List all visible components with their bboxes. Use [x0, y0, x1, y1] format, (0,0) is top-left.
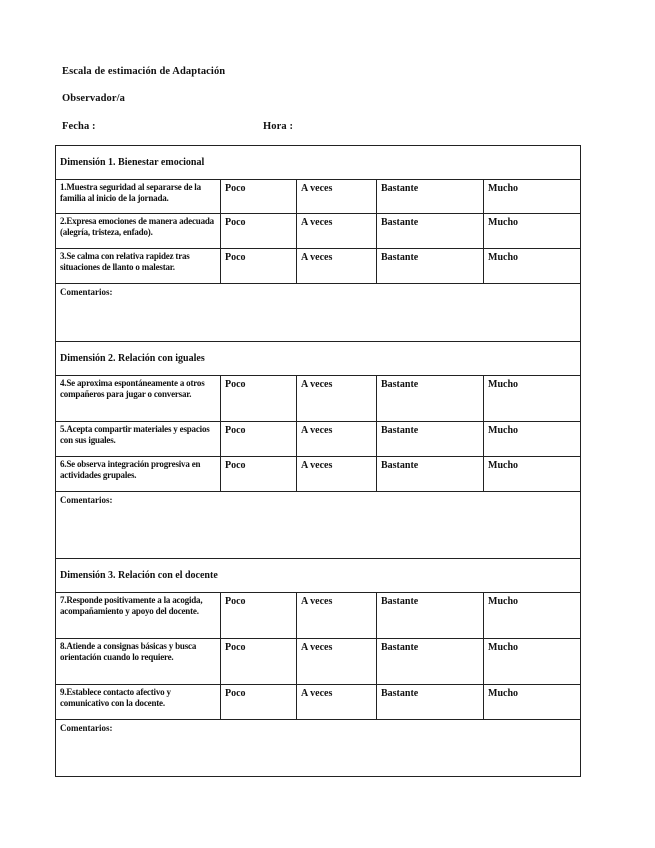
item-text: 6.Se observa integración progresiva en actividades grupales.	[56, 457, 221, 492]
option-a-veces[interactable]: A veces	[297, 593, 377, 639]
observer-label: Observador/a	[62, 93, 126, 104]
option-poco[interactable]: Poco	[221, 249, 297, 284]
table-row	[56, 457, 581, 492]
option-a-veces[interactable]: A veces	[297, 376, 377, 422]
option-mucho[interactable]: Mucho	[484, 639, 581, 685]
option-bastante[interactable]: Bastante	[377, 376, 484, 422]
table-row	[56, 180, 581, 214]
table-row	[56, 639, 581, 685]
dimension-row	[56, 146, 581, 180]
option-bastante[interactable]: Bastante	[377, 249, 484, 284]
page-title: Escala de estimación de Adaptación	[62, 66, 226, 77]
comment-field[interactable]: Comentarios:	[56, 492, 581, 559]
dimension-title: Dimensión 2. Relación con iguales	[56, 342, 581, 376]
option-mucho[interactable]: Mucho	[484, 376, 581, 422]
option-poco[interactable]: Poco	[221, 376, 297, 422]
option-bastante[interactable]: Bastante	[377, 214, 484, 249]
comment-row	[56, 284, 581, 342]
item-text: 7.Responde positivamente a la acogida, acompañamiento y apoyo del docente.	[56, 593, 221, 639]
option-poco[interactable]: Poco	[221, 685, 297, 720]
option-bastante[interactable]: Bastante	[377, 593, 484, 639]
option-a-veces[interactable]: A veces	[297, 180, 377, 214]
option-poco[interactable]: Poco	[221, 639, 297, 685]
option-poco[interactable]: Poco	[221, 214, 297, 249]
option-mucho[interactable]: Mucho	[484, 422, 581, 457]
item-text: 1.Muestra seguridad al separarse de la familia al inicio de la jornada.	[56, 180, 221, 214]
option-a-veces[interactable]: A veces	[297, 249, 377, 284]
option-bastante[interactable]: Bastante	[377, 639, 484, 685]
option-a-veces[interactable]: A veces	[297, 685, 377, 720]
comment-row	[56, 720, 581, 777]
option-poco[interactable]: Poco	[221, 457, 297, 492]
option-a-veces[interactable]: A veces	[297, 457, 377, 492]
dimension-title: Dimensión 3. Relación con el docente	[56, 559, 581, 593]
comment-field[interactable]: Comentarios:	[56, 284, 581, 342]
item-text: 2.Expresa emociones de manera adecuada (alegría, tristeza, enfado).	[56, 214, 221, 249]
option-mucho[interactable]: Mucho	[484, 685, 581, 720]
dimension-row	[56, 342, 581, 376]
option-mucho[interactable]: Mucho	[484, 249, 581, 284]
item-text: 4.Se aproxima espontáneamente a otros compañeros para jugar o conversar.	[56, 376, 221, 422]
option-a-veces[interactable]: A veces	[297, 214, 377, 249]
table-row	[56, 249, 581, 284]
option-mucho[interactable]: Mucho	[484, 180, 581, 214]
item-text: 9.Establece contacto afectivo y comunicativo con la docente.	[56, 685, 221, 720]
table-row	[56, 593, 581, 639]
option-poco[interactable]: Poco	[221, 180, 297, 214]
adaptation-scale-table	[55, 145, 581, 777]
option-poco[interactable]: Poco	[221, 593, 297, 639]
option-bastante[interactable]: Bastante	[377, 180, 484, 214]
dimension-row	[56, 559, 581, 593]
comment-row	[56, 492, 581, 559]
option-mucho[interactable]: Mucho	[484, 214, 581, 249]
option-a-veces[interactable]: A veces	[297, 639, 377, 685]
option-poco[interactable]: Poco	[221, 422, 297, 457]
table-row	[56, 685, 581, 720]
option-mucho[interactable]: Mucho	[484, 593, 581, 639]
table-row	[56, 376, 581, 422]
option-mucho[interactable]: Mucho	[484, 457, 581, 492]
option-bastante[interactable]: Bastante	[377, 685, 484, 720]
item-text: 8.Atiende a consignas básicas y busca orientación cuando lo requiere.	[56, 639, 221, 685]
item-text: 3.Se calma con relativa rapidez tras situaciones de llanto o malestar.	[56, 249, 221, 284]
date-label: Fecha :	[62, 121, 96, 132]
table-row	[56, 422, 581, 457]
option-bastante[interactable]: Bastante	[377, 457, 484, 492]
option-bastante[interactable]: Bastante	[377, 422, 484, 457]
comment-field[interactable]: Comentarios:	[56, 720, 581, 777]
table-row	[56, 214, 581, 249]
option-a-veces[interactable]: A veces	[297, 422, 377, 457]
item-text: 5.Acepta compartir materiales y espacios con sus iguales.	[56, 422, 221, 457]
dimension-title: Dimensión 1. Bienestar emocional	[56, 146, 581, 180]
time-label: Hora :	[263, 121, 294, 132]
